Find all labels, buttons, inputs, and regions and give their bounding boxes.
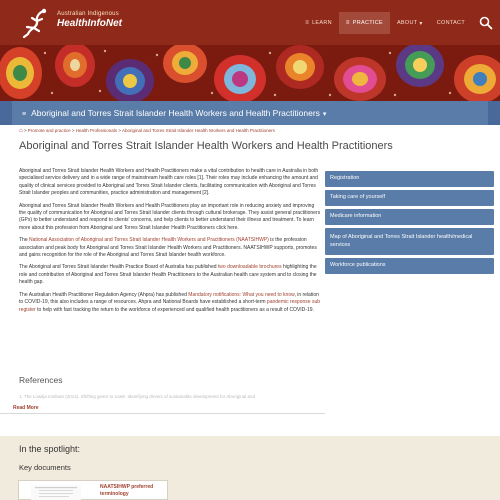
text: to help with fast tracking the return to the workforce of experienced and qualified health practitioners as a result of COVID-19. xyxy=(35,306,314,313)
chevron-down-icon: ▾ xyxy=(322,111,327,118)
sidebar-link-registration[interactable]: Registration xyxy=(325,171,494,187)
breadcrumb-sep: > xyxy=(71,128,75,133)
main-nav xyxy=(298,12,472,34)
main-content xyxy=(19,168,322,319)
gecko-logo-icon[interactable] xyxy=(18,6,52,40)
chevron-down-icon: ▾ xyxy=(419,20,423,27)
nav-contact[interactable] xyxy=(430,12,472,34)
references-heading: References xyxy=(19,375,63,385)
breadcrumb-current[interactable]: Aboriginal and Torres Strait Islander Health Workers and Health Practitioners xyxy=(121,128,275,133)
banner-artwork xyxy=(0,45,500,101)
sub-register-link[interactable]: pandemic response sub register xyxy=(19,299,321,313)
text: highlighting the role and contribution of Aboriginal and Torres Strait Islander Health Practitioners to the Australian health care system and to closing the health gap. xyxy=(19,264,317,286)
paragraph-ahpra xyxy=(19,292,322,314)
paragraph-naatsihwp xyxy=(19,237,322,259)
dot-painting-image xyxy=(0,45,500,101)
search-icon[interactable] xyxy=(478,15,494,31)
section-dropdown[interactable] xyxy=(22,108,326,118)
section-bar-edge xyxy=(488,101,500,125)
breadcrumb xyxy=(19,128,275,134)
nav-learn-label: LEARN xyxy=(312,20,332,26)
site-header xyxy=(0,0,500,45)
menu-icon: ≡ xyxy=(345,20,350,26)
breadcrumb-promote[interactable]: Promote and practice xyxy=(27,128,71,133)
nav-about-label: ABOUT xyxy=(396,20,418,26)
breadcrumb-health-professionals[interactable]: Health Professionals xyxy=(75,128,118,133)
read-more-link[interactable]: Read More xyxy=(13,405,39,411)
section-title: Aboriginal and Torres Strait Islander Health Workers and Health Practitioners xyxy=(31,108,320,118)
section-bar-edge xyxy=(0,101,12,125)
key-documents-heading: Key documents xyxy=(19,463,71,472)
nav-about[interactable] xyxy=(390,12,430,34)
paragraph-role: Aboriginal and Torres Strait Islander Health Workers and Health Practitioners play an important role in reducing anxiety and improving the quality of communication for Aboriginal and Torres Strait Islander clients through cultural brokerage. They assist general practitioners (GPs) to better understand and respond to clients' concerns, and help clients to better understand their illness and treatment. To learn more about this profession from Aboriginal and Torres Strait Islander Health Practitioners click here. xyxy=(19,202,321,231)
text: The Australian Health Practitioner Regulation Agency (Ahpra) has published xyxy=(19,291,189,298)
nav-learn[interactable] xyxy=(298,12,339,34)
sidebar-link-services-map[interactable]: Map of Aboriginal and Torres Strait Islander health/medical services xyxy=(325,228,494,255)
section-nav-bar xyxy=(0,101,500,125)
paragraph-brochures xyxy=(19,264,322,286)
sidebar xyxy=(325,171,494,277)
document-thumbnail xyxy=(31,485,81,500)
sidebar-link-workforce[interactable]: Workforce publications xyxy=(325,258,494,274)
text: , in relation to COVID-19, this also includes a range of resources. Ahpra and National Boards have established a short-term xyxy=(19,291,319,306)
document-card[interactable] xyxy=(18,480,168,500)
breadcrumb-sep: > xyxy=(23,128,27,133)
naatsihwp-link[interactable]: National Association of Aboriginal and Torres Strait Islander Health Workers and Practitioners (NAATSIHWP) xyxy=(29,237,269,244)
paragraph-intro: Aboriginal and Torres Strait Islander Health Workers and Health Practitioners make a vital contribution to health care in Australia in both specialised service delivery and in a wide range of mainstream health care roles [1]. Their roles may include enhancing the amount and quality of clinical services provided to Aboriginal and Torres Strait Islander clients, facilitating communication with Aboriginal and Torres Strait Islander peoples and communities, practice administration and management [2]. xyxy=(19,168,319,197)
nav-contact-label: CONTACT xyxy=(436,20,465,26)
sidebar-link-medicare[interactable]: Medicare information xyxy=(325,209,494,225)
sidebar-link-self-care[interactable]: Taking care of yourself xyxy=(325,190,494,206)
menu-icon: ≡ xyxy=(305,20,310,26)
breadcrumb-sep: > xyxy=(118,128,121,133)
nav-practice[interactable] xyxy=(339,12,390,34)
nav-practice-label: PRACTICE xyxy=(352,20,383,26)
logo-title[interactable]: HealthInfoNet xyxy=(57,18,122,29)
menu-icon: ≡ xyxy=(22,111,27,118)
reference-item: 1. The Lowitja Institute (2014). Shifting gears to scale: Identifying drivers of sustainable development for Aboriginal and xyxy=(19,394,256,399)
mandatory-notifications-link[interactable]: Mandatory notifications: What you need to know xyxy=(188,291,295,298)
text: The Aboriginal and Torres Strait Islander Health Practice Board of Australia has published xyxy=(19,264,218,271)
brochures-link[interactable]: two downloadable brochures xyxy=(217,264,282,271)
spotlight-heading: In the spotlight: xyxy=(19,444,81,454)
logo-subtitle: Australian Indigenous xyxy=(57,11,119,17)
divider xyxy=(0,413,325,414)
document-title[interactable]: NAATSIHWP preferred terminology xyxy=(100,484,154,497)
text: is the profession association and peak body for Aboriginal and Torres Strait Islander Health Workers and Practitioners. NAATSIHWP supports, promotes and gains recognition for the role of the Aboriginal and Torres Strait Islander health workforce. xyxy=(19,237,317,259)
page-title: Aboriginal and Torres Strait Islander Health Workers and Health Practitioners xyxy=(19,140,393,152)
text: The xyxy=(19,237,30,244)
home-icon[interactable]: ⌂ xyxy=(19,128,23,134)
